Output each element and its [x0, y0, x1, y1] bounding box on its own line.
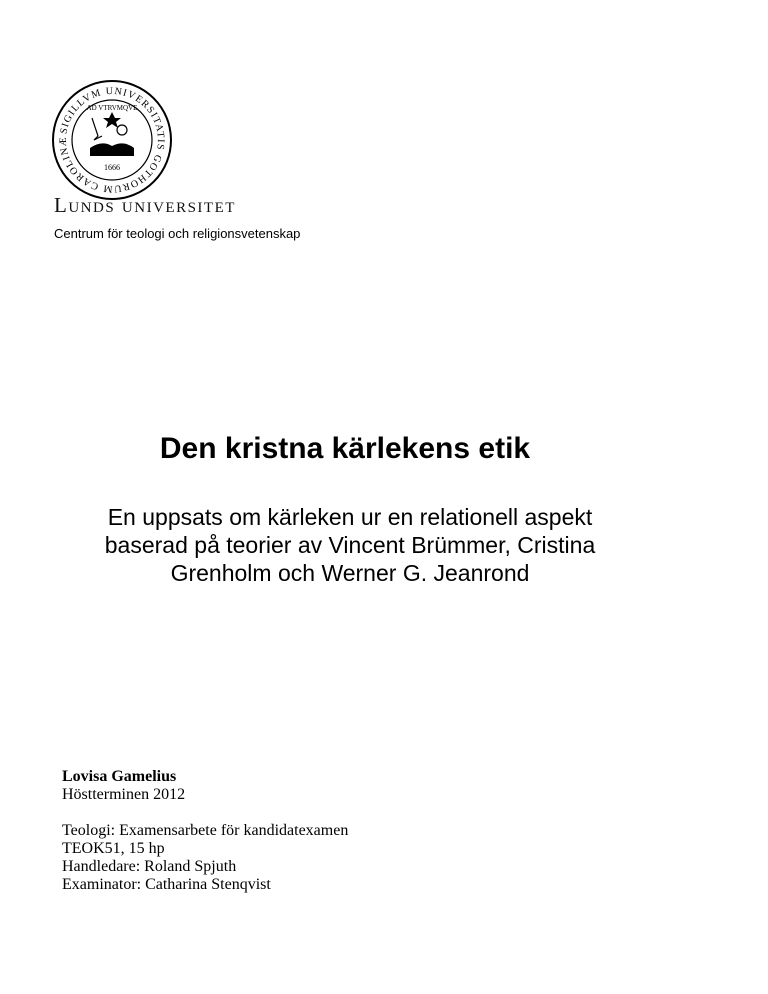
- subtitle-line: En uppsats om kärleken ur en relationell aspekt: [107, 504, 593, 530]
- svg-text:AD VTRVMQVE: AD VTRVMQVE: [86, 104, 138, 112]
- supervisor: Handledare: Roland Spjuth: [62, 858, 237, 875]
- thesis-metadata: [62, 768, 348, 894]
- examiner: Examinator: Catharina Stenqvist: [62, 876, 271, 893]
- subtitle-line: Grenholm och Werner G. Jeanrond: [170, 560, 530, 586]
- university-seal-logo: [50, 78, 174, 202]
- thesis-title: Den kristna kärlekens etik: [159, 432, 531, 465]
- department-name: Centrum för teologi och religionsvetenskap: [54, 226, 301, 241]
- course-name: Teologi: Examensarbete för kandidatexamen: [62, 822, 349, 839]
- seal-icon: [50, 78, 174, 202]
- university-name: Lunds universitet: [54, 193, 236, 217]
- author-name: Lovisa Gamelius: [62, 768, 177, 785]
- svg-text:1666: 1666: [104, 163, 120, 172]
- subtitle-line: baserad på teorier av Vincent Brümmer, Cristina: [104, 532, 596, 558]
- course-code: TEOK51, 15 hp: [62, 840, 165, 857]
- spacer: [62, 804, 348, 822]
- thesis-subtitle: [40, 503, 660, 587]
- term: Höstterminen 2012: [62, 786, 186, 803]
- svg-text:SIGILLVM UNIVERSITATIS GOTHORU: SIGILLVM UNIVERSITATIS GOTHORUM CAROLINÆ: [57, 85, 167, 195]
